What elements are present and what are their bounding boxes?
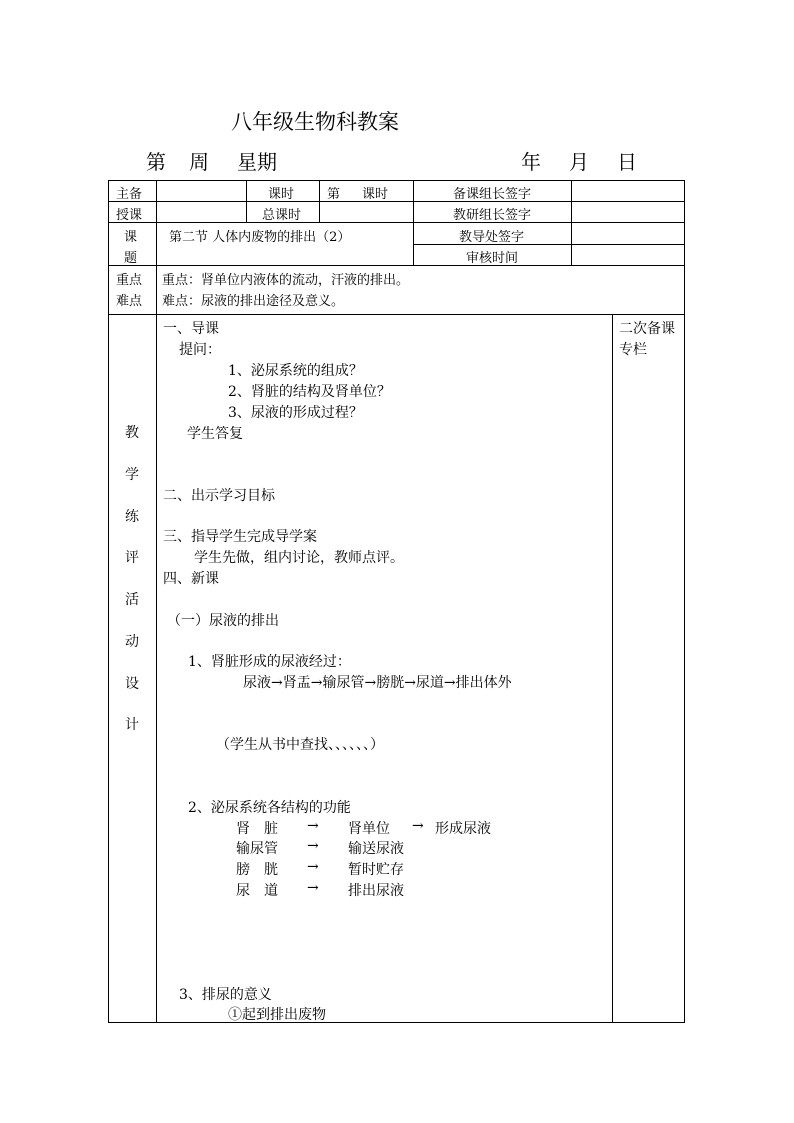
function-structure: 输尿管 — [236, 841, 278, 857]
content-line: 三、指导学生完成导学案 — [163, 529, 317, 545]
content-line: 2、泌尿系统各结构的功能 — [188, 800, 351, 816]
year-label: 年 — [521, 150, 541, 174]
left-label-char: 动 — [125, 634, 139, 650]
jiaoyan-sign-label: 教研组长签字 — [453, 208, 532, 223]
left-label-char: 学 — [125, 467, 139, 483]
arrow: → — [307, 880, 319, 896]
jiaodao-sign-label: 教导处签字 — [459, 230, 525, 245]
content-line: 1、肾脏形成的尿液经过： — [188, 654, 351, 670]
shouke-label: 授课 — [116, 208, 143, 223]
content-line: 3、尿液的形成过程？ — [228, 405, 363, 421]
left-label-char: 设 — [125, 676, 139, 692]
shenhe-time-label: 审核时间 — [466, 251, 519, 266]
content-line: 尿液→肾盂→输尿管→膀胱→尿道→排出体外 — [243, 675, 512, 691]
key-point-text: 重点：肾单位内液体的流动，汗液的排出。 — [162, 273, 410, 288]
left-label-char: 活 — [125, 592, 139, 608]
content-line: （学生从书中查找、、、、、、） — [216, 737, 384, 753]
month-label: 月 — [569, 150, 589, 174]
left-label-char: 教 — [125, 425, 139, 441]
weekday-label: 星期 — [237, 150, 277, 174]
left-label-char: 计 — [125, 717, 139, 733]
di-label: 第 — [327, 187, 341, 202]
function-text: 排出尿液 — [348, 883, 404, 899]
function-structure: 肾单位 — [348, 821, 390, 837]
content-line: 四、新课 — [163, 571, 219, 587]
content-line: ①起到排出废物 — [228, 1007, 326, 1023]
doc-title: 八年级生物科教案 — [231, 110, 399, 134]
arrow: → — [307, 838, 319, 854]
function-text: 形成尿液 — [435, 821, 491, 837]
nandian-label: 难点 — [116, 294, 143, 309]
zhubei-label: 主备 — [116, 187, 143, 202]
content-line: 1、泌尿系统的组成？ — [228, 363, 363, 379]
content-line: 二、出示学习目标 — [163, 488, 275, 504]
function-structure: 肾 脏 — [236, 821, 278, 837]
left-label-char: 评 — [125, 550, 139, 566]
function-structure: 膀 胱 — [236, 862, 278, 878]
content-line: 2、肾脏的结构及肾单位？ — [228, 384, 391, 400]
second-prep-label: 二次备课 — [619, 321, 675, 337]
function-structure: 尿 道 — [236, 883, 278, 899]
content-line: 3、排尿的意义 — [179, 987, 272, 1003]
second-prep-label-2: 专栏 — [619, 342, 647, 358]
function-text: 暂时贮存 — [348, 862, 404, 878]
lesson-title: 第二节 人体内废物的排出（2） — [169, 230, 351, 245]
keti-label-1: 课 — [124, 230, 138, 245]
difficulty-text: 难点：尿液的排出途径及意义。 — [162, 294, 345, 309]
content-line: 学生答复 — [187, 426, 243, 442]
keshi2-label: 课时 — [362, 187, 389, 202]
content-line: 一、导课 — [163, 321, 219, 337]
zhongdian-label: 重点 — [116, 273, 143, 288]
arrow: → — [412, 818, 424, 834]
content-line: （一）尿液的排出 — [167, 613, 279, 629]
beike-sign-label: 备课组长签字 — [453, 187, 532, 202]
week-label: 第 — [146, 150, 166, 174]
content-line: 学生先做，组内讨论，教师点评。 — [194, 550, 404, 566]
content-line: 提问： — [179, 342, 221, 358]
arrow: → — [307, 818, 319, 834]
function-text: 输送尿液 — [348, 841, 404, 857]
week-suffix: 周 — [189, 150, 209, 174]
day-label: 日 — [617, 150, 637, 174]
keshi-label: 课时 — [268, 187, 295, 202]
left-label-char: 练 — [125, 509, 139, 525]
keti-label-2: 题 — [124, 251, 138, 266]
zongkeshi-label: 总课时 — [262, 208, 302, 223]
arrow: → — [307, 859, 319, 875]
